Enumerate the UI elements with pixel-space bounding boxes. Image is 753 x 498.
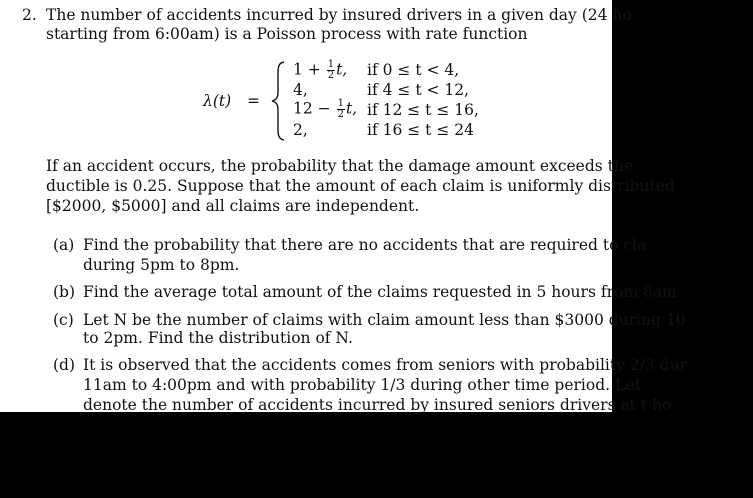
paragraph-line-1: If an accident occurs, the probability that the damage amount exceeds the (46, 157, 634, 175)
intro-line-1: The number of accidents incurred by insured drivers in a given day (24 ho (46, 6, 632, 24)
case-expr-3: 12 − $\frac{1}{2}$ t, (293, 98, 358, 120)
case-expr-4: 2, (293, 121, 308, 139)
item-d-label: (d) (53, 356, 76, 374)
problem-number: 2. (22, 6, 37, 24)
case-expr-2: 4, (293, 81, 308, 99)
item-d-line-1: It is observed that the accidents comes from seniors with probability 2/3 dur (83, 356, 687, 374)
item-a-line-2: during 5pm to 8pm. (83, 256, 240, 274)
item-d-line-3: denote the number of accidents incurred by insured seniors drivers at t ho (83, 396, 672, 414)
case-cond-4: if 16 ≤ t ≤ 24 (367, 121, 474, 139)
paragraph-line-3: [$2000, $5000] and all claims are independent. (46, 197, 420, 215)
item-b-line-1: Find the average total amount of the claims requested in 5 hours from 8am (83, 283, 677, 301)
case-cond-3: if 12 ≤ t ≤ 16, (367, 101, 479, 119)
left-brace-icon (270, 60, 288, 142)
item-c-line-1: Let N be the number of claims with claim amount less than $3000 during 10 (83, 311, 686, 329)
item-c-line-2: to 2pm. Find the distribution of N. (83, 329, 353, 347)
intro-line-2: starting from 6:00am) is a Poisson process with rate function (46, 25, 528, 43)
equation-equals: = (247, 92, 260, 110)
item-d-line-2: 11am to 4:00pm and with probability 1/3 during other time period. Let (83, 376, 641, 394)
case-cond-2: if 4 ≤ t < 12, (367, 81, 470, 99)
paragraph-line-2: ductible is 0.25. Suppose that the amount of each claim is uniformly distributed (46, 177, 675, 195)
item-a-line-1: Find the probability that there are no accidents that are required to cla (83, 236, 647, 254)
case-cond-1: if 0 ≤ t < 4, (367, 61, 460, 79)
item-b-label: (b) (53, 283, 76, 301)
case-expr-1: 1 + $\frac{1}{2}$ t, (293, 59, 348, 81)
item-c-label: (c) (53, 311, 74, 329)
item-a-label: (a) (53, 236, 75, 254)
equation-lhs: λ(t) (203, 92, 232, 110)
